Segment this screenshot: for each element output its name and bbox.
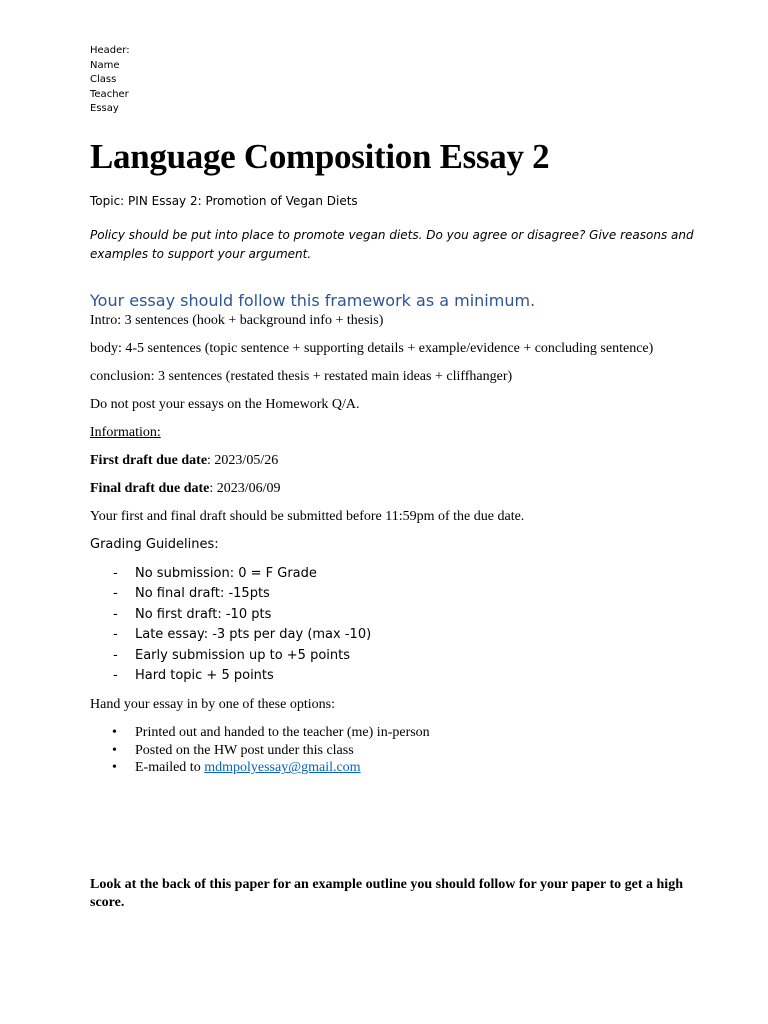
grading-item	[90, 605, 700, 626]
bullet-icon: •	[112, 742, 117, 758]
submission-option	[90, 742, 700, 760]
header-name: Name	[90, 59, 120, 71]
first-draft-due	[90, 452, 700, 470]
header-block	[90, 44, 700, 117]
topic-line: Topic: PIN Essay 2: Promotion of Vegan Diets	[90, 193, 358, 208]
dash-bullet-icon: -	[113, 627, 118, 643]
grading-item-text: No first draft: -10 pts	[135, 606, 272, 622]
grading-item-text: Early submission up to +5 points	[135, 647, 351, 663]
framework-heading: Your essay should follow this framework as a minimum.	[90, 290, 536, 310]
submission-options-list	[90, 724, 700, 777]
framework-conclusion: conclusion: 3 sentences (restated thesis + restated main ideas + cliffhanger)	[90, 368, 513, 384]
header-essay: Essay	[90, 103, 119, 114]
submission-options-intro: Hand your essay in by one of these options:	[90, 697, 335, 713]
grading-item-text: Hard topic + 5 points	[135, 668, 274, 684]
first-draft-label: First draft due date	[90, 452, 208, 468]
final-draft-label: Final draft due date	[90, 480, 210, 496]
information-label: Information:	[90, 424, 161, 440]
submission-option-text: Printed out and handed to the teacher (me) in-person	[135, 725, 430, 741]
grading-item	[90, 625, 700, 646]
header-teacher: Teacher	[90, 88, 129, 100]
grading-item	[90, 564, 700, 585]
grading-list	[90, 564, 700, 688]
submission-deadline-note: Your first and final draft should be submitted before 11:59pm of the due date.	[90, 508, 525, 524]
document-page	[90, 44, 700, 777]
back-of-paper-note: Look at the back of this paper for an example outline you should follow for your paper to get a high score.	[90, 877, 683, 910]
header-label: Header:	[90, 45, 130, 56]
bullet-icon: •	[112, 760, 117, 776]
information-section	[90, 424, 700, 442]
first-draft-date: : 2023/05/26	[207, 452, 279, 468]
bullet-icon: •	[112, 725, 117, 741]
grading-item	[90, 666, 700, 687]
grading-item-text: No final draft: -15pts	[135, 586, 270, 602]
grading-heading: Grading Guidelines:	[90, 536, 219, 552]
framework-intro: Intro: 3 sentences (hook + background info + thesis)	[90, 312, 384, 328]
final-draft-due	[90, 480, 700, 498]
grading-item	[90, 646, 700, 667]
submission-option	[90, 724, 700, 742]
framework-body: body: 4-5 sentences (topic sentence + supporting details + example/evidence + concluding sentence)	[90, 340, 654, 356]
submission-option-email	[90, 759, 700, 777]
dash-bullet-icon: -	[113, 565, 118, 581]
dash-bullet-icon: -	[113, 668, 118, 684]
grading-item-text: Late essay: -3 pts per day (max -10)	[135, 627, 372, 643]
grading-item	[90, 584, 700, 605]
document-title: Language Composition Essay 2	[90, 136, 550, 176]
header-class: Class	[90, 74, 117, 85]
submission-option-text: Posted on the HW post under this class	[135, 742, 354, 758]
email-link[interactable]: mdmpolyessay@gmail.com	[204, 760, 361, 776]
dash-bullet-icon: -	[113, 586, 118, 602]
homework-qa-note: Do not post your essays on the Homework Q/A.	[90, 396, 360, 412]
email-prefix: E-mailed to	[135, 760, 205, 776]
essay-prompt: Policy should be put into place to promote vegan diets. Do you agree or disagree? Give reasons and examples to support your argument.	[90, 227, 694, 261]
final-draft-date: : 2023/06/09	[209, 480, 281, 496]
dash-bullet-icon: -	[113, 606, 118, 622]
dash-bullet-icon: -	[113, 647, 118, 663]
grading-item-text: No submission: 0 = F Grade	[135, 565, 317, 581]
